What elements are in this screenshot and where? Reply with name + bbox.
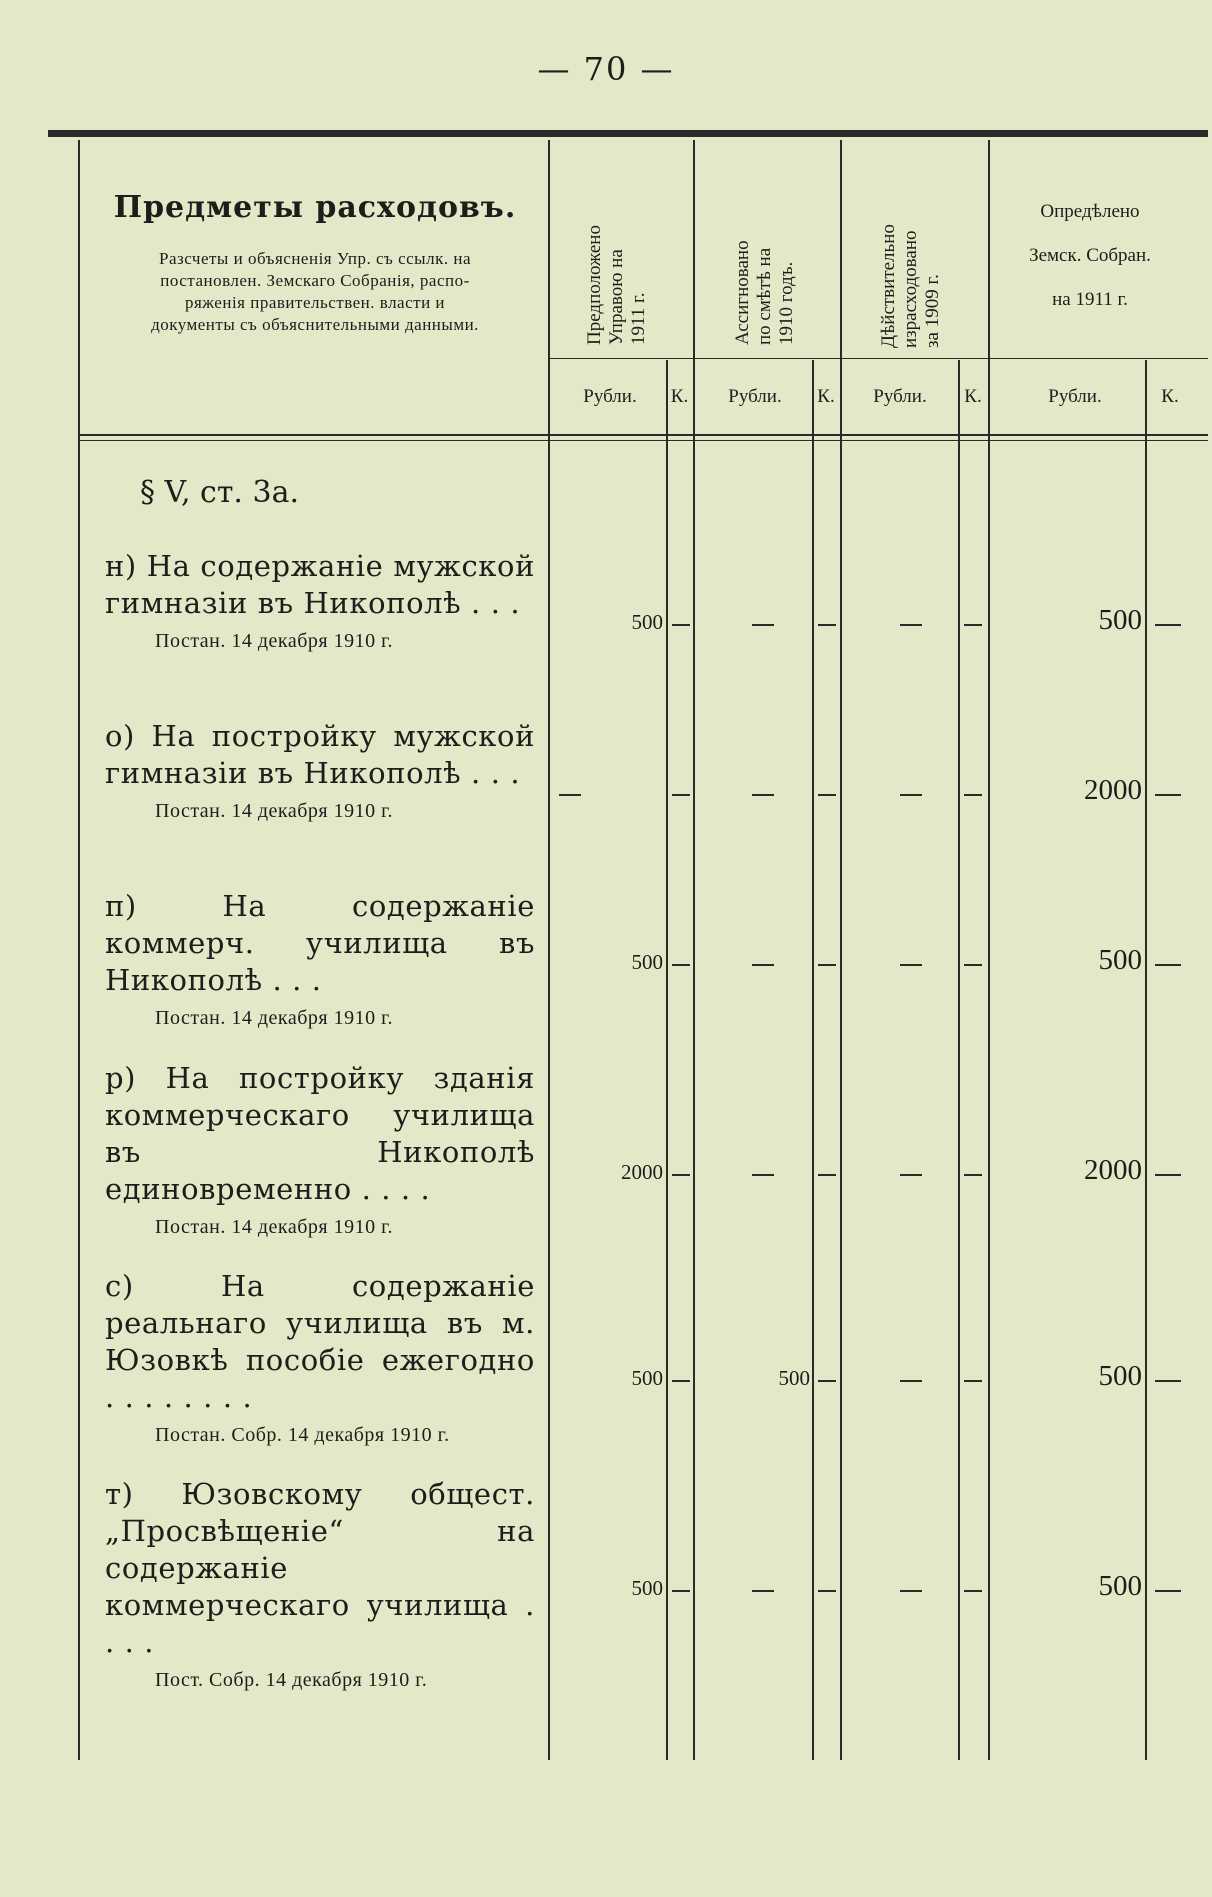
entry-note: Постан. 14 декабря 1910 г.	[155, 1216, 394, 1238]
empty-dash	[900, 794, 922, 796]
top-rule	[48, 130, 1208, 137]
col-divider-4	[988, 140, 990, 1760]
empty-dash	[900, 1174, 922, 1176]
entry-note: Постан. 14 декабря 1910 г.	[155, 630, 394, 652]
amount-proposed: 500	[631, 610, 663, 634]
entry-text: т) Юзовскому общест. „Просвѣщеніе“ на содержаніе коммерческаго училища . . . .	[105, 1477, 535, 1659]
header-col-decided-line1: Опредѣлено	[1040, 201, 1140, 222]
kopeck-dash	[964, 794, 982, 796]
kopeck-dash	[964, 1174, 982, 1176]
entry-s	[105, 1268, 535, 1447]
kopeck-dash	[818, 1380, 836, 1382]
col-divider-2	[693, 140, 695, 1760]
amount-assigned: 500	[778, 1366, 810, 1390]
unit-kop-3: К.	[964, 386, 982, 407]
kopeck-dash	[1155, 1590, 1181, 1592]
empty-dash	[752, 1174, 774, 1176]
entry-note: Постан. Собр. 14 декабря 1910 г.	[155, 1424, 450, 1446]
kopeck-dash	[1155, 794, 1181, 796]
amount-decided: 2000	[1084, 1154, 1142, 1186]
entry-text: п) На содержаніе коммерч. училища въ Никополѣ . . .	[105, 889, 535, 997]
header-col-decided-line2: Земск. Собран.	[1029, 245, 1151, 266]
entry-note: Пост. Собр. 14 декабря 1910 г.	[155, 1669, 428, 1691]
entry-p	[105, 888, 535, 1030]
header-description: Разсчеты и объясненія Упр. съ ссылк. на постановлен. Земскаго Собранія, распо-ряженія правительствен. власти и документы съ объяснительными данными.	[151, 249, 479, 334]
header-bottom-rule	[78, 434, 1208, 436]
empty-dash	[900, 624, 922, 626]
kopeck-dash	[672, 1590, 690, 1592]
kopeck-dash	[672, 1380, 690, 1382]
header-col-proposed: Предположено Управою на 1911 г.	[584, 225, 649, 345]
entry-n	[105, 548, 535, 653]
kopeck-dash	[818, 964, 836, 966]
entry-note: Постан. 14 декабря 1910 г.	[155, 800, 394, 822]
col-divider-3	[840, 140, 842, 1760]
kop-divider-4	[1145, 360, 1147, 1760]
kopeck-dash	[818, 624, 836, 626]
amount-proposed: 500	[631, 1366, 663, 1390]
kop-divider-2	[812, 360, 814, 1760]
amount-decided: 500	[1098, 1570, 1142, 1602]
empty-dash	[900, 964, 922, 966]
amount-proposed: 500	[631, 950, 663, 974]
entry-t	[105, 1476, 535, 1692]
amount-decided: 500	[1098, 1360, 1142, 1392]
entry-text: с) На содержаніе реальнаго училища въ м. Юзовкѣ пособіе ежегодно . . . . . . . .	[105, 1269, 535, 1414]
header-title: Предметы расходовъ.	[113, 190, 517, 225]
table-left-border	[78, 140, 80, 1760]
kopeck-dash	[1155, 624, 1181, 626]
kopeck-dash	[964, 964, 982, 966]
unit-rub-4: Рубли.	[1048, 386, 1102, 407]
kop-divider-3	[958, 360, 960, 1760]
kopeck-dash	[1155, 1174, 1181, 1176]
empty-dash	[752, 624, 774, 626]
amount-decided: 500	[1098, 944, 1142, 976]
unit-rub-3: Рубли.	[873, 386, 927, 407]
amount-decided: 2000	[1084, 774, 1142, 806]
header-col-decided	[990, 190, 1190, 322]
header-col-decided-line3: на 1911 г.	[1052, 289, 1128, 310]
header-col-spent: Дѣйствительно израсходовано за 1909 г.	[878, 224, 943, 348]
kopeck-dash	[964, 624, 982, 626]
kopeck-dash	[672, 1174, 690, 1176]
entry-r	[105, 1060, 535, 1239]
entry-text: н) На содержаніе мужской гимназіи въ Никополѣ . . .	[105, 549, 535, 620]
unit-kop-1: К.	[670, 386, 689, 407]
kopeck-dash	[818, 1590, 836, 1592]
entry-note: Постан. 14 декабря 1910 г.	[155, 1007, 394, 1029]
unit-kop-2: К.	[817, 386, 835, 407]
empty-dash	[752, 964, 774, 966]
amount-proposed: 2000	[621, 1160, 663, 1184]
section-label: § V, ст. 3а.	[140, 475, 300, 510]
empty-dash	[752, 794, 774, 796]
header-col-assigned: Ассигновано по смѣтѣ на 1910 годъ.	[732, 240, 797, 345]
entry-text: о) На постройку мужской гимназіи въ Никополѣ . . .	[105, 719, 535, 790]
kopeck-dash	[818, 794, 836, 796]
kopeck-dash	[1155, 964, 1181, 966]
kop-divider-1	[666, 360, 668, 1760]
header-split-line	[548, 358, 1208, 359]
kopeck-dash	[672, 964, 690, 966]
amount-decided: 500	[1098, 604, 1142, 636]
kopeck-dash	[964, 1590, 982, 1592]
kopeck-dash	[672, 794, 690, 796]
kopeck-dash	[1155, 1380, 1181, 1382]
empty-dash	[900, 1380, 922, 1382]
header-bottom-rule-2	[78, 440, 1208, 441]
kopeck-dash	[964, 1380, 982, 1382]
page-number: — 70 —	[537, 50, 675, 88]
kopeck-dash	[818, 1174, 836, 1176]
unit-kop-4: К.	[1161, 386, 1179, 407]
entry-text: р) На постройку зданія коммерческаго училища въ Никополѣ единовременно . . . .	[105, 1061, 535, 1206]
unit-rub-1: Рубли.	[583, 386, 637, 407]
empty-dash	[559, 794, 581, 796]
empty-dash	[900, 1590, 922, 1592]
entry-o	[105, 718, 535, 823]
kopeck-dash	[672, 624, 690, 626]
amount-proposed: 500	[631, 1576, 663, 1600]
empty-dash	[752, 1590, 774, 1592]
unit-rub-2: Рубли.	[728, 386, 782, 407]
